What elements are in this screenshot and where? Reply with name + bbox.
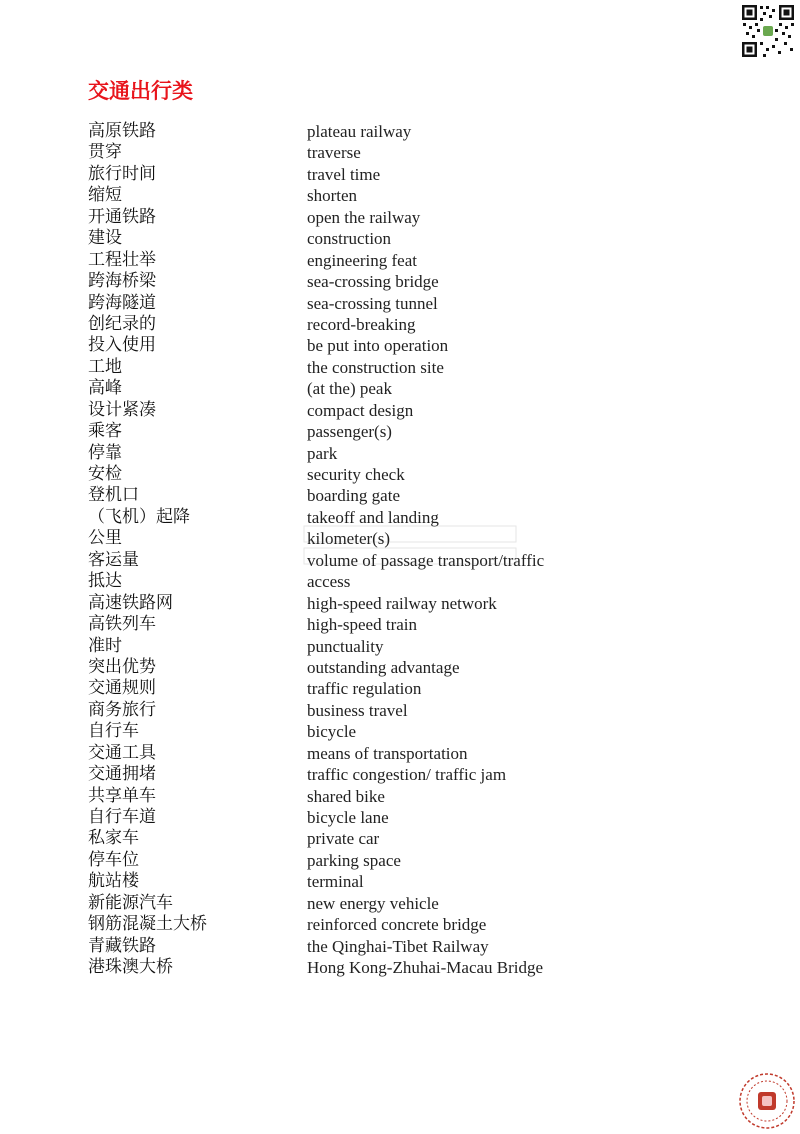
english-term: travel time — [307, 164, 381, 184]
english-term: outstanding advantage — [307, 657, 460, 677]
qr-code — [741, 4, 795, 58]
chinese-term: 贯穿 — [88, 142, 122, 163]
chinese-term: 交通规则 — [88, 678, 156, 699]
vocab-row — [88, 743, 688, 764]
chinese-term: 准时 — [88, 635, 122, 656]
english-term: traffic congestion/ traffic jam — [307, 765, 507, 785]
english-term: high-speed train — [307, 615, 417, 635]
english-term: the construction site — [307, 357, 444, 377]
english-term: shorten — [307, 186, 358, 206]
english-term: new energy vehicle — [307, 893, 439, 913]
chinese-term: 建设 — [88, 228, 122, 249]
english-term: open the railway — [307, 207, 421, 227]
english-term: volume of passage transport/traffic — [307, 550, 545, 570]
vocab-row — [88, 593, 688, 614]
vocab-row — [88, 721, 688, 742]
chinese-term: 自行车 — [88, 721, 139, 742]
english-term: traffic regulation — [307, 679, 422, 699]
english-term: security check — [307, 465, 405, 484]
chinese-term: 钢筋混凝土大桥 — [88, 914, 207, 935]
vocab-row — [88, 657, 688, 678]
vocab-row — [88, 378, 688, 399]
vocab-row — [88, 636, 688, 657]
chinese-term: 突出优势 — [88, 656, 156, 677]
english-term: passenger(s) — [307, 422, 392, 442]
chinese-term: 停靠 — [88, 442, 122, 463]
english-term: parking space — [307, 850, 401, 870]
vocab-row — [88, 828, 688, 849]
vocab-row — [88, 678, 688, 699]
english-term: traverse — [307, 143, 361, 163]
english-term: compact design — [307, 400, 414, 420]
english-term: private car — [307, 829, 380, 849]
english-term: sea-crossing tunnel — [307, 293, 438, 313]
chinese-term: 停车位 — [88, 849, 139, 870]
chinese-term: 乘客 — [88, 421, 122, 442]
chinese-term: 公里 — [88, 528, 122, 549]
chinese-term: 投入使用 — [88, 335, 156, 356]
english-term: sea-crossing bridge — [307, 272, 439, 292]
english-term: access — [307, 572, 351, 592]
english-term: park — [307, 443, 338, 463]
footer-seal — [738, 1072, 796, 1130]
english-term: plateau railway — [307, 122, 412, 141]
english-term: bicycle — [307, 722, 357, 742]
vocab-row — [88, 485, 688, 506]
chinese-term: 登机口 — [88, 485, 139, 506]
chinese-term: 抵达 — [88, 571, 122, 592]
chinese-term: 旅行时间 — [88, 163, 156, 184]
vocab-row — [88, 142, 688, 163]
vocab-row — [88, 764, 688, 785]
vocab-row — [88, 293, 688, 314]
vocab-row — [88, 936, 688, 957]
english-term: the Qinghai-Tibet Railway — [307, 936, 489, 956]
chinese-term: 高铁列车 — [88, 614, 156, 635]
vocab-row — [88, 421, 688, 442]
chinese-term: 航站楼 — [88, 871, 139, 892]
chinese-term: 开通铁路 — [88, 206, 156, 227]
vocab-row — [88, 786, 688, 807]
chinese-term: 工程壮举 — [88, 249, 156, 270]
vocab-row — [88, 893, 688, 914]
chinese-term: 高原铁路 — [88, 121, 156, 141]
english-term: construction — [307, 229, 392, 249]
seal-stamp-icon — [738, 1072, 796, 1130]
chinese-term: 港珠澳大桥 — [88, 957, 173, 978]
english-term: reinforced concrete bridge — [307, 915, 487, 935]
vocab-row — [88, 700, 688, 721]
english-term: kilometer(s) — [307, 529, 391, 549]
english-term: record-breaking — [307, 314, 416, 334]
vocab-row — [88, 443, 688, 464]
chinese-term: 客运量 — [88, 549, 139, 570]
vocab-row — [88, 314, 688, 335]
vocab-row — [88, 571, 688, 592]
vocab-row — [88, 335, 688, 356]
watermark-icon — [300, 520, 520, 570]
vocab-row — [88, 807, 688, 828]
vocab-row — [88, 357, 688, 378]
chinese-term: 缩短 — [88, 185, 122, 206]
chinese-term: 自行车道 — [88, 807, 156, 827]
chinese-term: 高峰 — [88, 378, 122, 399]
vocab-row — [88, 250, 688, 271]
chinese-term: 新能源汽车 — [88, 892, 173, 913]
vocab-row — [88, 614, 688, 635]
chinese-term: 交通工具 — [88, 742, 156, 763]
english-term: engineering feat — [307, 250, 417, 270]
chinese-term: 跨海桥梁 — [88, 271, 156, 292]
vocab-row — [88, 850, 688, 871]
vocab-row — [88, 957, 688, 978]
chinese-term: 创纪录的 — [88, 313, 156, 334]
english-term: be put into operation — [307, 336, 449, 356]
english-term: boarding gate — [307, 486, 400, 506]
english-term: business travel — [307, 700, 408, 720]
chinese-term: 共享单车 — [88, 785, 156, 806]
english-term: punctuality — [307, 636, 384, 656]
english-term: (at the) peak — [307, 379, 392, 399]
vocab-row — [88, 271, 688, 292]
vocab-row — [88, 207, 688, 228]
vocab-row — [88, 185, 688, 206]
english-term: takeoff and landing — [307, 507, 439, 527]
vocab-row — [88, 914, 688, 935]
watermark — [300, 520, 520, 570]
english-term: means of transportation — [307, 743, 468, 763]
english-term: shared bike — [307, 786, 385, 806]
english-term: Hong Kong-Zhuhai-Macau Bridge — [307, 958, 544, 978]
vocab-row — [88, 164, 688, 185]
chinese-term: （飞机）起降 — [88, 506, 190, 527]
qr-code-icon — [741, 4, 795, 58]
chinese-term: 交通拥堵 — [88, 764, 156, 785]
chinese-term: 设计紧凑 — [88, 399, 156, 420]
chinese-term: 青藏铁路 — [88, 935, 156, 956]
chinese-term: 高速铁路网 — [88, 592, 173, 613]
english-term: bicycle lane — [307, 808, 389, 827]
chinese-term: 跨海隧道 — [88, 292, 156, 313]
chinese-term: 商务旅行 — [88, 699, 156, 720]
chinese-term: 私家车 — [88, 828, 139, 849]
vocab-row — [88, 871, 688, 892]
english-term: terminal — [307, 872, 364, 892]
vocab-row — [88, 400, 688, 421]
page-title: 交通出行类 — [88, 79, 193, 103]
english-term: high-speed railway network — [307, 593, 497, 613]
vocab-row — [88, 121, 688, 142]
vocab-row — [88, 228, 688, 249]
vocab-row — [88, 464, 688, 485]
chinese-term: 安检 — [88, 464, 122, 484]
chinese-term: 工地 — [88, 356, 122, 377]
